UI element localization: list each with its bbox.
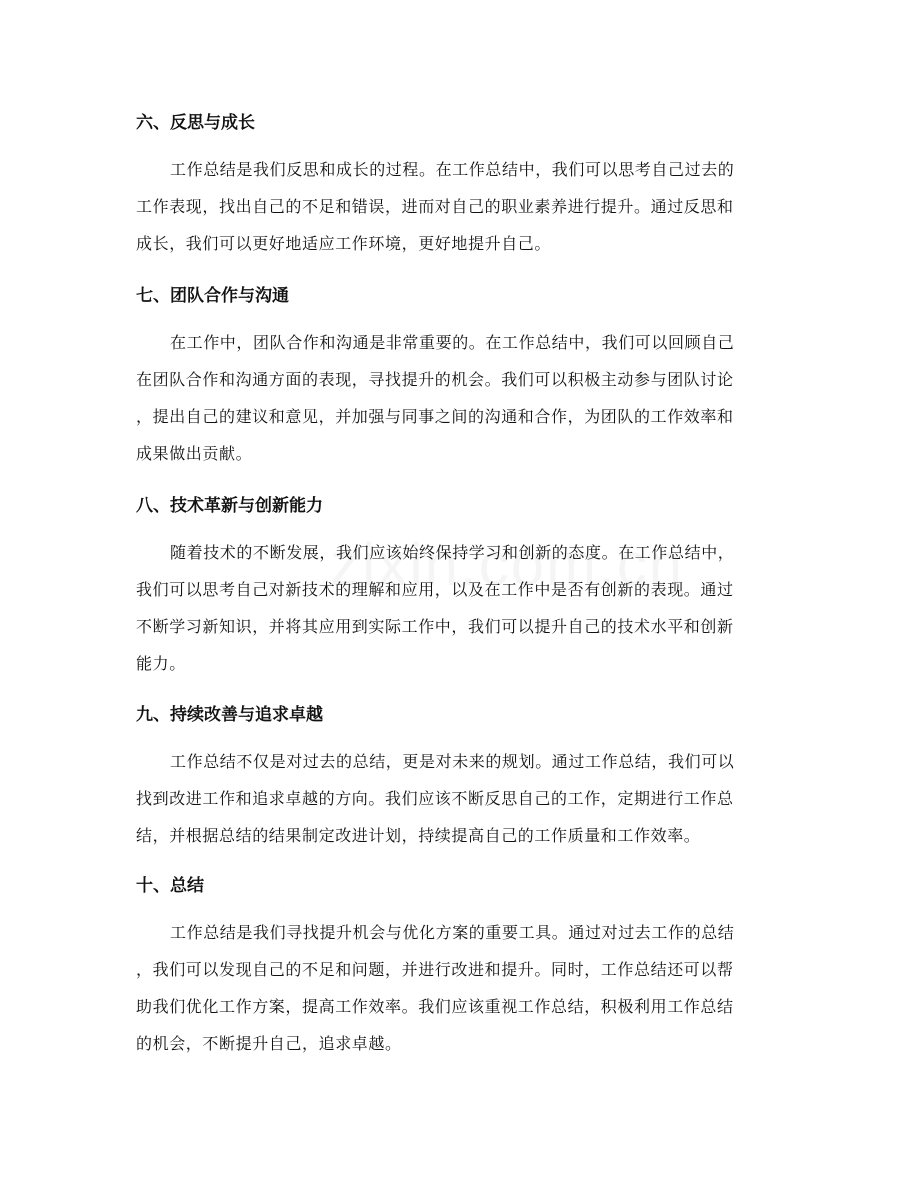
paragraph-line: 工作总结是我们寻找提升机会与优化方案的重要工具。通过对过去工作的总结 — [170, 923, 735, 942]
section-paragraph — [136, 151, 786, 262]
paragraph-line: ，提出自己的建议和意见，并加强与同事之间的沟通和合作，为团队的工作效率和 — [136, 407, 734, 426]
paragraph-line: 成果做出贡献。 — [136, 444, 253, 463]
paragraph-line: 工作表现，找出自己的不足和错误，进而对自己的职业素养进行提升。通过反思和 — [136, 197, 734, 216]
section-tech-innovation — [136, 493, 786, 682]
paragraph-line: 助我们优化工作方案，提高工作效率。我们应该重视工作总结，积极利用工作总结 — [136, 997, 734, 1016]
section-heading: 七、团队合作与沟通 — [136, 286, 289, 306]
paragraph-line: 在工作中，团队合作和沟通是非常重要的。在工作总结中，我们可以回顾自己 — [170, 333, 735, 352]
paragraph-line: 能力。 — [136, 654, 186, 673]
section-heading: 九、持续改善与追求卓越 — [136, 705, 323, 725]
section-teamwork-communication — [136, 283, 786, 472]
section-heading: 六、反思与成长 — [136, 113, 255, 133]
section-conclusion — [136, 873, 786, 1062]
paragraph-line: 工作总结不仅是对过去的总结，更是对未来的规划。通过工作总结，我们可以 — [170, 752, 735, 771]
paragraph-line: 成长，我们可以更好地适应工作环境，更好地提升自己。 — [136, 234, 552, 253]
paragraph-line: 工作总结是我们反思和成长的过程。在工作总结中，我们可以思考自己过去的 — [170, 160, 735, 179]
paragraph-line: 结，并根据总结的结果制定改进计划，持续提高自己的工作质量和工作效率。 — [136, 826, 701, 845]
paragraph-line: 的机会，不断提升自己，追求卓越。 — [136, 1034, 402, 1053]
paragraph-line: 不断学习新知识，并将其应用到实际工作中，我们可以提升自己的技术水平和创新 — [136, 617, 734, 636]
section-heading: 十、总结 — [136, 876, 204, 896]
section-paragraph — [136, 534, 786, 682]
section-reflection-growth — [136, 110, 786, 262]
section-continuous-improvement — [136, 702, 786, 854]
paragraph-line: 找到改进工作和追求卓越的方向。我们应该不断反思自己的工作，定期进行工作总 — [136, 789, 734, 808]
section-paragraph — [136, 914, 786, 1062]
paragraph-line: ，我们可以发现自己的不足和问题，并进行改进和提升。同时，工作总结还可以帮 — [136, 960, 734, 979]
paragraph-line: 我们可以思考自己对新技术的理解和应用，以及在工作中是否有创新的表现。通过 — [136, 580, 734, 599]
paragraph-line: 随着技术的不断发展，我们应该始终保持学习和创新的态度。在工作总结中， — [170, 543, 735, 562]
section-heading: 八、技术革新与创新能力 — [136, 496, 323, 516]
section-paragraph — [136, 743, 786, 854]
section-paragraph — [136, 324, 786, 472]
paragraph-line: 在团队合作和沟通方面的表现，寻找提升的机会。我们可以积极主动参与团队讨论 — [136, 370, 734, 389]
